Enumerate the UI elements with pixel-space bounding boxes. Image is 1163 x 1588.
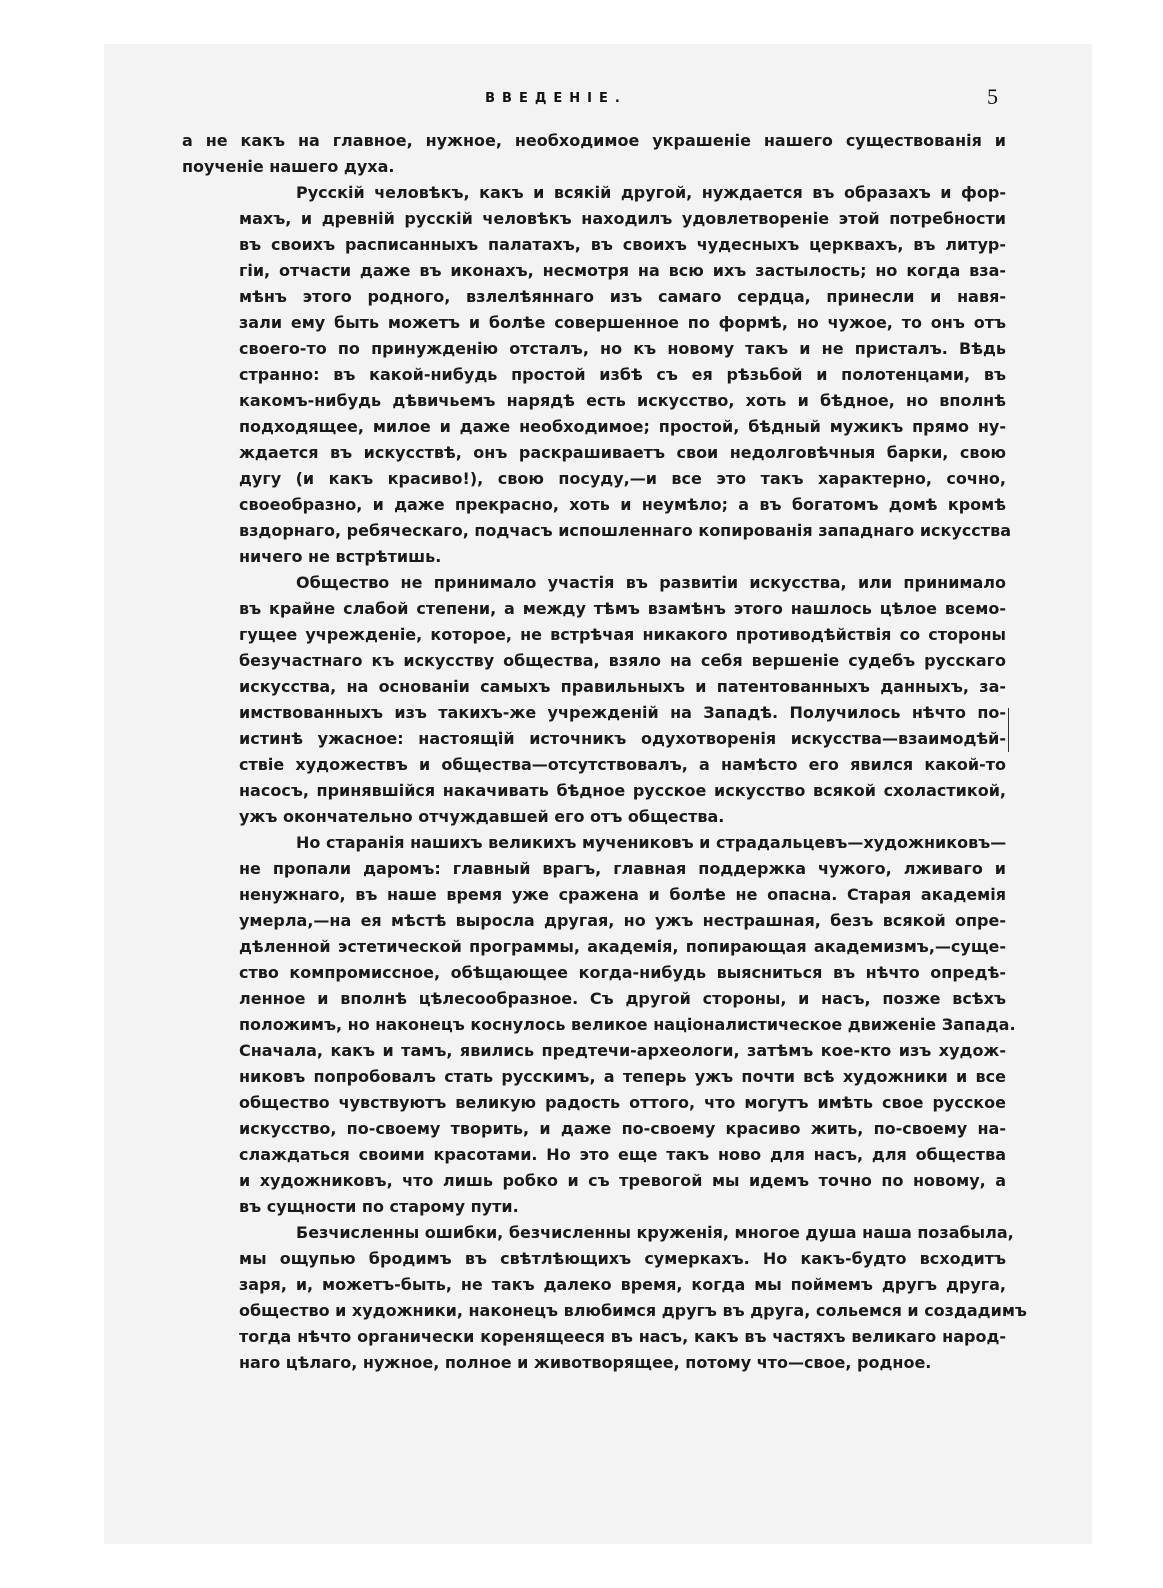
text-line: гущее учрежденіе, которое, не встрѣчая никакого противодѣйствія со стороны: [239, 625, 1006, 644]
text-line: безучастнаго къ искусству общества, взяло на себя вершеніе судебъ русскаго: [239, 651, 1006, 670]
text-line: искусства, на основаніи самыхъ правильныхъ и патентованныхъ данныхъ, за-: [239, 677, 1006, 696]
text-line: Русскій человѣкъ, какъ и всякій другой, нуждается въ образахъ и фор-: [296, 183, 1006, 202]
text-line: дугу (и какъ красиво!), свою посуду,—и все это такъ характерно, сочно,: [239, 469, 1006, 488]
text-line: положимъ, но наконецъ коснулось великое націоналистическое движеніе Запада.: [239, 1015, 1016, 1034]
text-line: ленное и вполнѣ цѣлесообразное. Съ другой стороны, и насъ, позже всѣхъ: [239, 989, 1006, 1008]
text-line: тогда нѣчто органически коренящееся въ насъ, какъ въ частяхъ великаго народ-: [239, 1327, 1006, 1346]
text-line: своеобразно, и даже прекрасно, хоть и неумѣло; а въ богатомъ домѣ кромѣ: [239, 495, 1006, 514]
text-line: поученіе нашего духа.: [182, 157, 395, 176]
text-line: Общество не принимало участія въ развитіи искусства, или принимало: [296, 573, 1006, 592]
text-line: мѣнъ этого родного, взлелѣяннаго изъ самаго сердца, принесли и навя-: [239, 287, 1006, 306]
text-line: насосъ, принявшійся накачивать бѣдное русское искусство всякой схоластикой,: [239, 781, 1006, 800]
text-line: своего-то по принужденію отсталъ, но къ новому такъ и не присталъ. Вѣдь: [239, 339, 1006, 358]
text-line: ство компромиссное, обѣщающее когда-нибудь выясниться въ нѣчто опредѣ-: [239, 963, 1006, 982]
text-line: мы ощупью бродимъ въ свѣтлѣющихъ сумеркахъ. Но какъ-будто всходитъ: [239, 1249, 1006, 1268]
page-header: [104, 84, 1092, 111]
margin-mark: [1008, 708, 1009, 752]
text-line: зали ему быть можетъ и болѣе совершенное по формѣ, но чужое, то онъ отъ: [239, 313, 1006, 332]
text-line: какомъ-нибудь дѣвичьемъ нарядѣ есть искусство, хоть и бѣдное, но вполнѣ: [239, 391, 1006, 410]
text-line: а не какъ на главное, нужное, необходимое украшеніе нашего существованія и: [182, 131, 1006, 150]
running-title: ВВЕДЕНІЕ.: [485, 91, 627, 106]
text-line: Сначала, какъ и тамъ, явились предтечи-археологи, затѣмъ кое-кто изъ худож-: [239, 1041, 1006, 1060]
book-page: [104, 44, 1092, 1544]
paragraph: [182, 570, 1006, 830]
text-line: въ крайне слабой степени, а между тѣмъ взамѣнъ этого нашлось цѣлое всемо-: [239, 599, 1006, 618]
text-line: Безчисленны ошибки, безчисленны круженія, многое душа наша позабыла,: [296, 1223, 1014, 1242]
paragraph: [182, 830, 1016, 1220]
text-line: Но старанія нашихъ великихъ мучениковъ и страдальцевъ—художниковъ—: [296, 833, 1007, 852]
body-text: [182, 128, 1027, 1376]
text-line: вздорнаго, ребяческаго, подчасъ испошленнаго копированія западнаго искусства: [239, 521, 1011, 540]
text-line: искусство, по-своему творить, и даже по-своему красиво жить, по-своему на-: [239, 1119, 1006, 1138]
text-line: слаждаться своими красотами. Но это еще такъ ново для насъ, для общества: [239, 1145, 1006, 1164]
text-line: въ своихъ расписанныхъ палатахъ, въ своихъ чудесныхъ церквахъ, въ литур-: [239, 235, 1006, 254]
text-line: ужъ окончательно отчуждавшей его отъ общества.: [239, 807, 725, 826]
page-number: 5: [987, 84, 998, 109]
text-line: махъ, и древній русскій человѣкъ находилъ удовлетвореніе этой потребности: [239, 209, 1006, 228]
paragraph: [182, 180, 1011, 570]
text-line: ничего не встрѣтишь.: [239, 547, 442, 566]
text-line: гіи, отчасти даже въ иконахъ, несмотря на всю ихъ застылость; но когда вза-: [239, 261, 1006, 280]
text-line: никовъ попробовалъ стать русскимъ, а теперь ужъ почти всѣ художники и все: [239, 1067, 1006, 1086]
text-line: ствіе художествъ и общества—отсутствовалъ, а намѣсто его явился какой-то: [239, 755, 1006, 774]
text-line: наго цѣлаго, нужное, полное и животворящее, потому что—свое, родное.: [239, 1353, 932, 1372]
text-line: подходящее, милое и даже необходимое; простой, бѣдный мужикъ прямо ну-: [239, 417, 1006, 436]
text-line: ждается въ искусствѣ, онъ раскрашиваетъ свои недолговѣчныя барки, свою: [239, 443, 1006, 462]
text-line: въ сущности по старому пути.: [239, 1197, 519, 1216]
text-line: не пропали даромъ: главный врагъ, главная поддержка чужого, лживаго и: [239, 859, 1006, 878]
text-line: и художниковъ, что лишь робко и съ тревогой мы идемъ точно по новому, а: [239, 1171, 1006, 1190]
text-line: общество чувствуютъ великую радость оттого, что могутъ имѣть свое русское: [239, 1093, 1006, 1112]
text-line: дѣленной эстетической программы, академія, попирающая академизмъ,—суще-: [239, 937, 1006, 956]
text-line: имствованныхъ изъ такихъ-же учрежденій на Западѣ. Получилось нѣчто по-: [239, 703, 1006, 722]
text-line: умерла,—на ея мѣстѣ выросла другая, но ужъ нестрашная, безъ всякой опре-: [239, 911, 1006, 930]
paragraph: [182, 1220, 1027, 1376]
text-line: странно: въ какой-нибудь простой избѣ съ ея рѣзьбой и полотенцами, въ: [239, 365, 1006, 384]
paragraph: [182, 128, 1006, 180]
text-line: истинѣ ужасное: настоящій источникъ одухотворенія искусства—взаимодѣй-: [239, 729, 1006, 748]
text-line: общество и художники, наконецъ влюбимся другъ въ друга, сольемся и создадимъ: [239, 1301, 1027, 1320]
text-line: ненужнаго, въ наше время уже сражена и болѣе не опасна. Старая академія: [239, 885, 1006, 904]
text-line: заря, и, можетъ-быть, не такъ далеко время, когда мы поймемъ другъ друга,: [239, 1275, 1006, 1294]
